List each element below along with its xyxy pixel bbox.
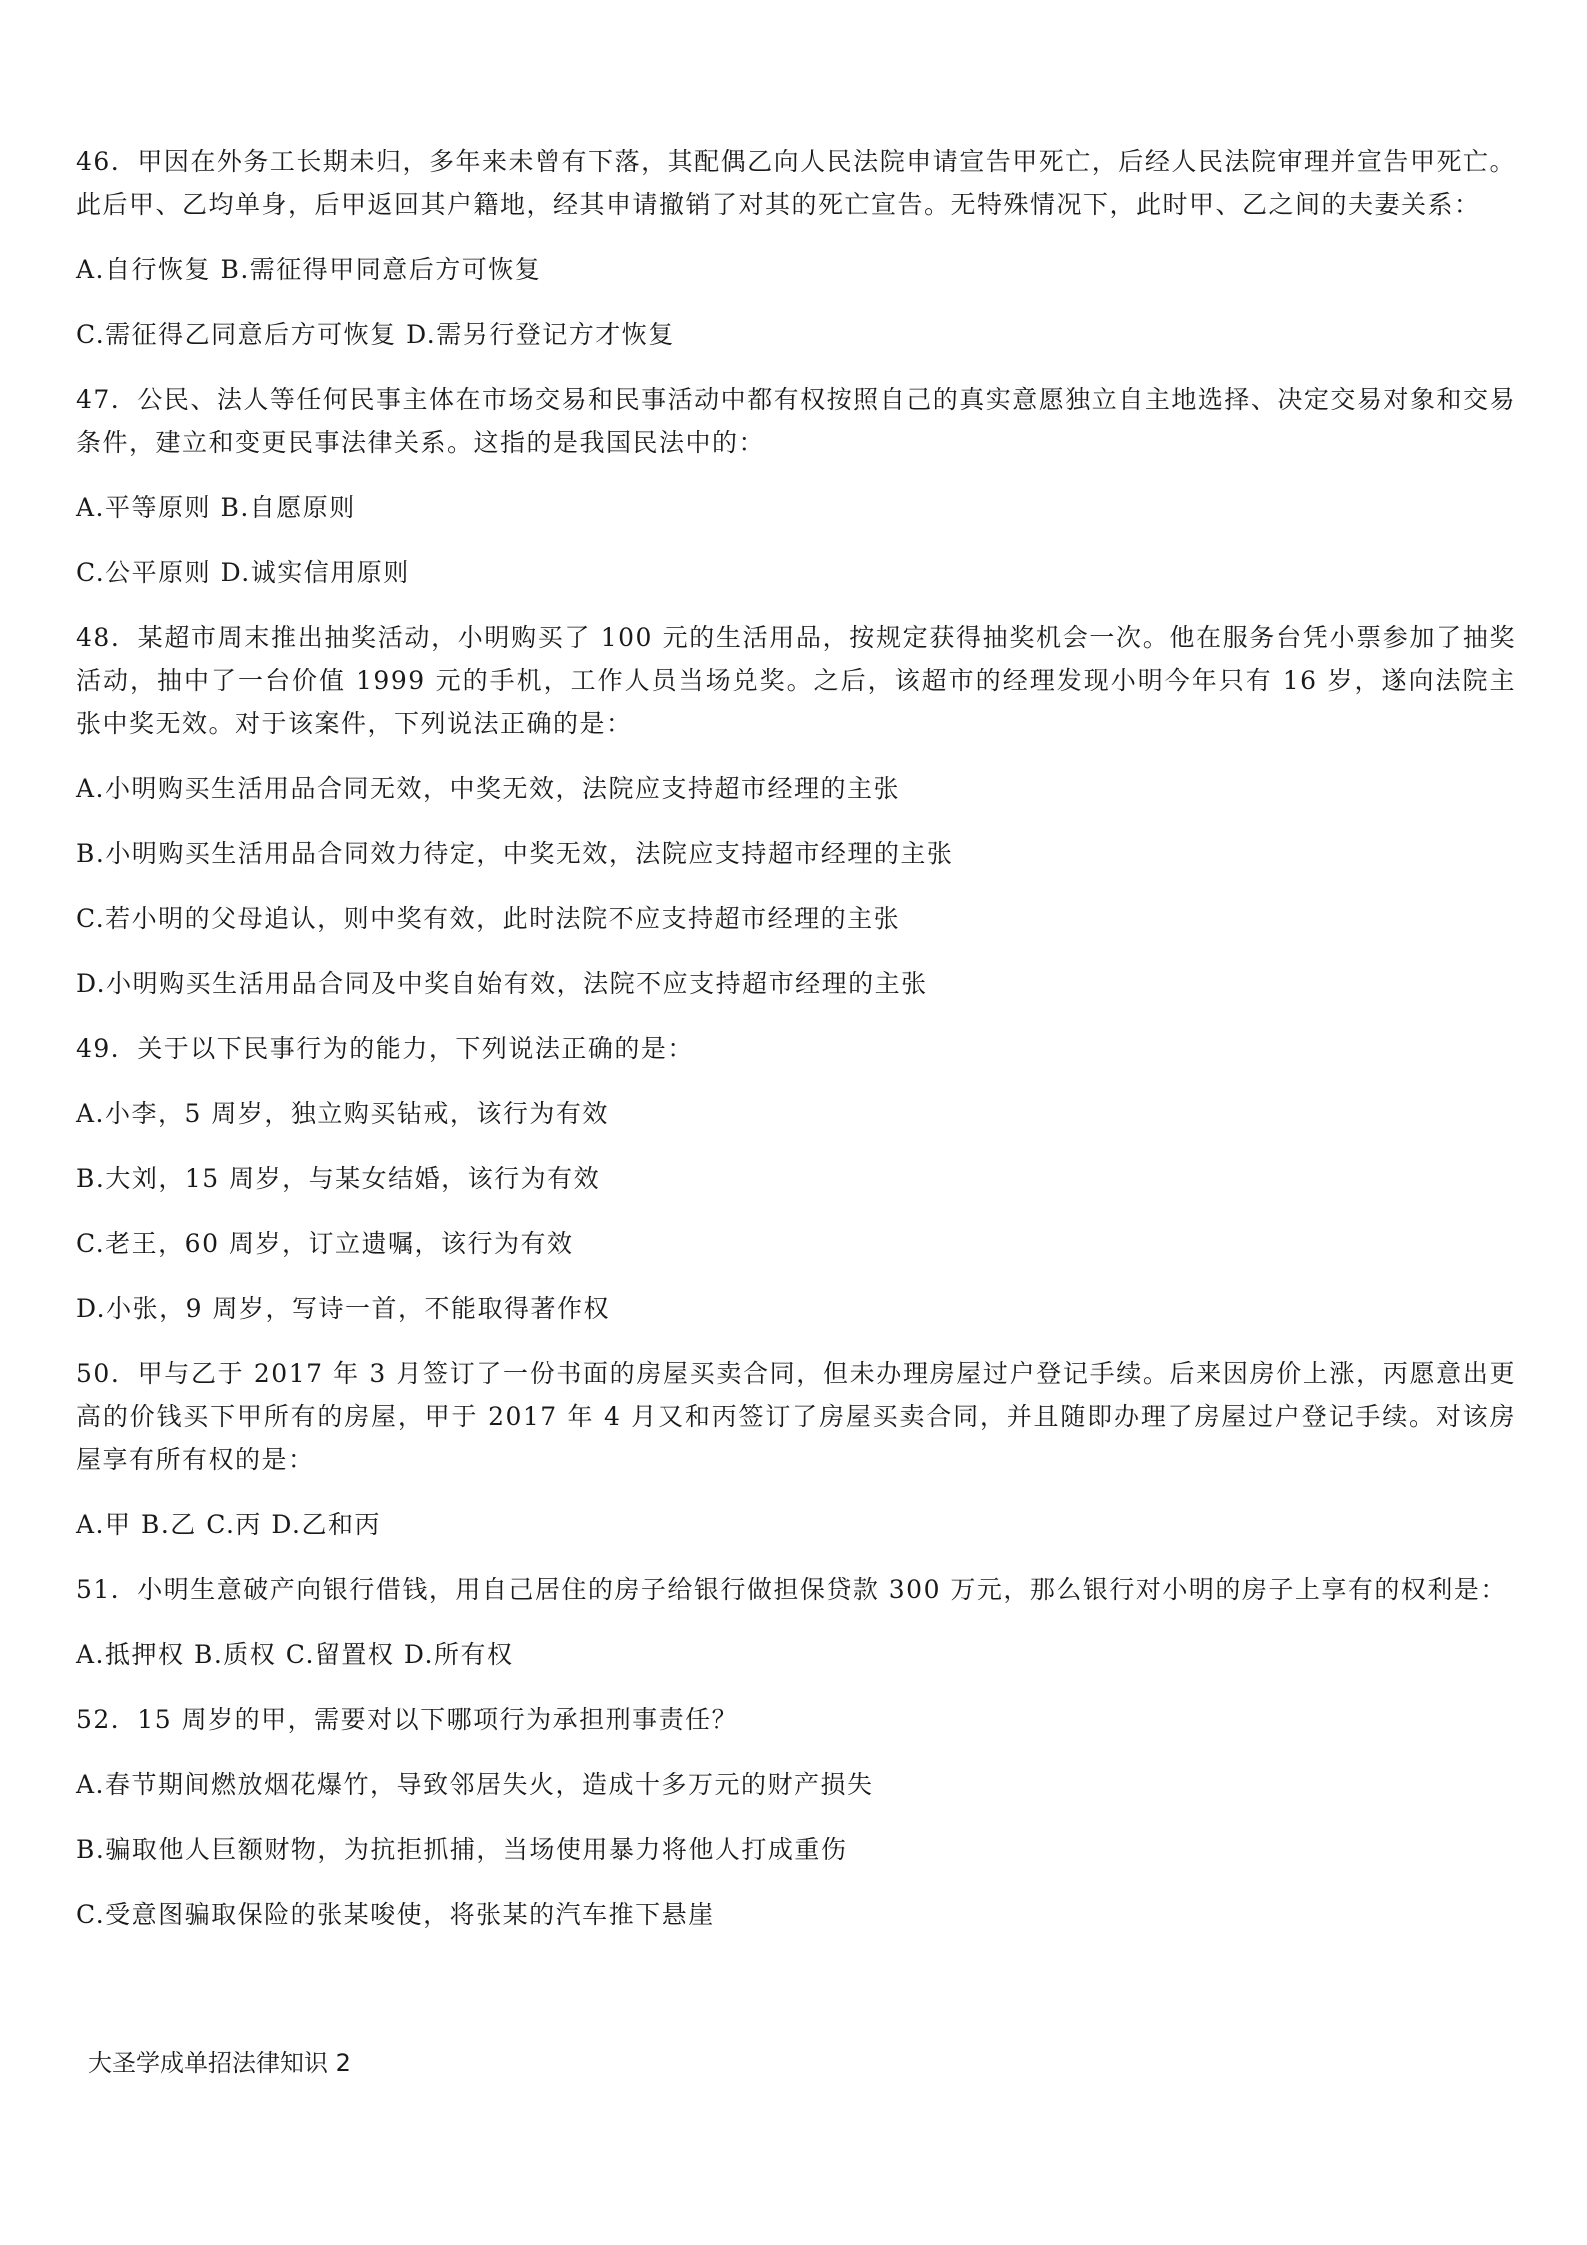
option-line: C.老王，60 周岁，订立遗嘱，该行为有效 (76, 1229, 574, 1258)
question-51 (76, 1568, 1516, 1676)
document-page (76, 140, 1516, 1936)
question-52 (76, 1698, 1516, 1936)
option-line: A.抵押权 B.质权 C.留置权 D.所有权 (76, 1640, 514, 1669)
question-stem: 52．15 周岁的甲，需要对以下哪项行为承担刑事责任？ (76, 1705, 739, 1734)
option-line: C.公平原则 D.诚实信用原则 (76, 558, 410, 587)
option-line: A.小李，5 周岁，独立购买钻戒，该行为有效 (76, 1099, 609, 1128)
question-50 (76, 1352, 1516, 1546)
option-line: D.小张，9 周岁，写诗一首，不能取得著作权 (76, 1294, 610, 1323)
question-47 (76, 378, 1516, 594)
option-line: A.自行恢复 B.需征得甲同意后方可恢复 (76, 255, 542, 284)
question-46 (76, 140, 1516, 356)
option-line: B.小明购买生活用品合同效力待定，中奖无效，法院应支持超市经理的主张 (76, 839, 954, 868)
option-line: A.小明购买生活用品合同无效，中奖无效，法院应支持超市经理的主张 (76, 774, 901, 803)
question-stem: 48．某超市周末推出抽奖活动，小明购买了 100 元的生活用品，按规定获得抽奖机会一次。他在服务台凭小票参加了抽奖活动，抽中了一台价值 1999 元的手机，工作人员当场兑奖。之后，该超市的经理发现小明今年只有 16 岁，遂向法院主张中奖无效。对于该案件，下列说法正确的是： (76, 623, 1516, 738)
option-line: C.若小明的父母追认，则中奖有效，此时法院不应支持超市经理的主张 (76, 904, 901, 933)
option-line: B.大刘，15 周岁，与某女结婚，该行为有效 (76, 1164, 601, 1193)
option-line: B.骗取他人巨额财物，为抗拒抓捕，当场使用暴力将他人打成重伤 (76, 1835, 848, 1864)
option-line: A.平等原则 B.自愿原则 (76, 493, 356, 522)
question-stem: 47．公民、法人等任何民事主体在市场交易和民事活动中都有权按照自己的真实意愿独立自主地选择、决定交易对象和交易条件，建立和变更民事法律关系。这指的是我国民法中的： (76, 385, 1516, 457)
question-stem: 46．甲因在外务工长期未归，多年来未曾有下落，其配偶乙向人民法院申请宣告甲死亡，后经人民法院审理并宣告甲死亡。此后甲、乙均单身，后甲返回其户籍地，经其申请撤销了对其的死亡宣告。无特殊情况下，此时甲、乙之间的夫妻关系： (76, 147, 1516, 219)
option-line: C.需征得乙同意后方可恢复 D.需另行登记方才恢复 (76, 320, 675, 349)
option-line: A.春节期间燃放烟花爆竹，导致邻居失火，造成十多万元的财产损失 (76, 1770, 874, 1799)
page-footer: 大圣学成单招法律知识 2 (88, 2049, 351, 2077)
question-49 (76, 1027, 1516, 1330)
option-line: C.受意图骗取保险的张某唆使，将张某的汽车推下悬崖 (76, 1900, 715, 1929)
option-line: A.甲 B.乙 C.丙 D.乙和丙 (76, 1510, 381, 1539)
question-stem: 50．甲与乙于 2017 年 3 月签订了一份书面的房屋买卖合同，但未办理房屋过户登记手续。后来因房价上涨，丙愿意出更高的价钱买下甲所有的房屋，甲于 2017 年 4 月又和丙签订了房屋买卖合同，并且随即办理了房屋过户登记手续。对该房屋享有所有权的是： (76, 1359, 1516, 1474)
question-48 (76, 616, 1516, 1005)
option-line: D.小明购买生活用品合同及中奖自始有效，法院不应支持超市经理的主张 (76, 969, 928, 998)
question-stem: 51．小明生意破产向银行借钱，用自己居住的房子给银行做担保贷款 300 万元，那么银行对小明的房子上享有的权利是： (76, 1575, 1507, 1604)
question-stem: 49．关于以下民事行为的能力，下列说法正确的是： (76, 1034, 694, 1063)
